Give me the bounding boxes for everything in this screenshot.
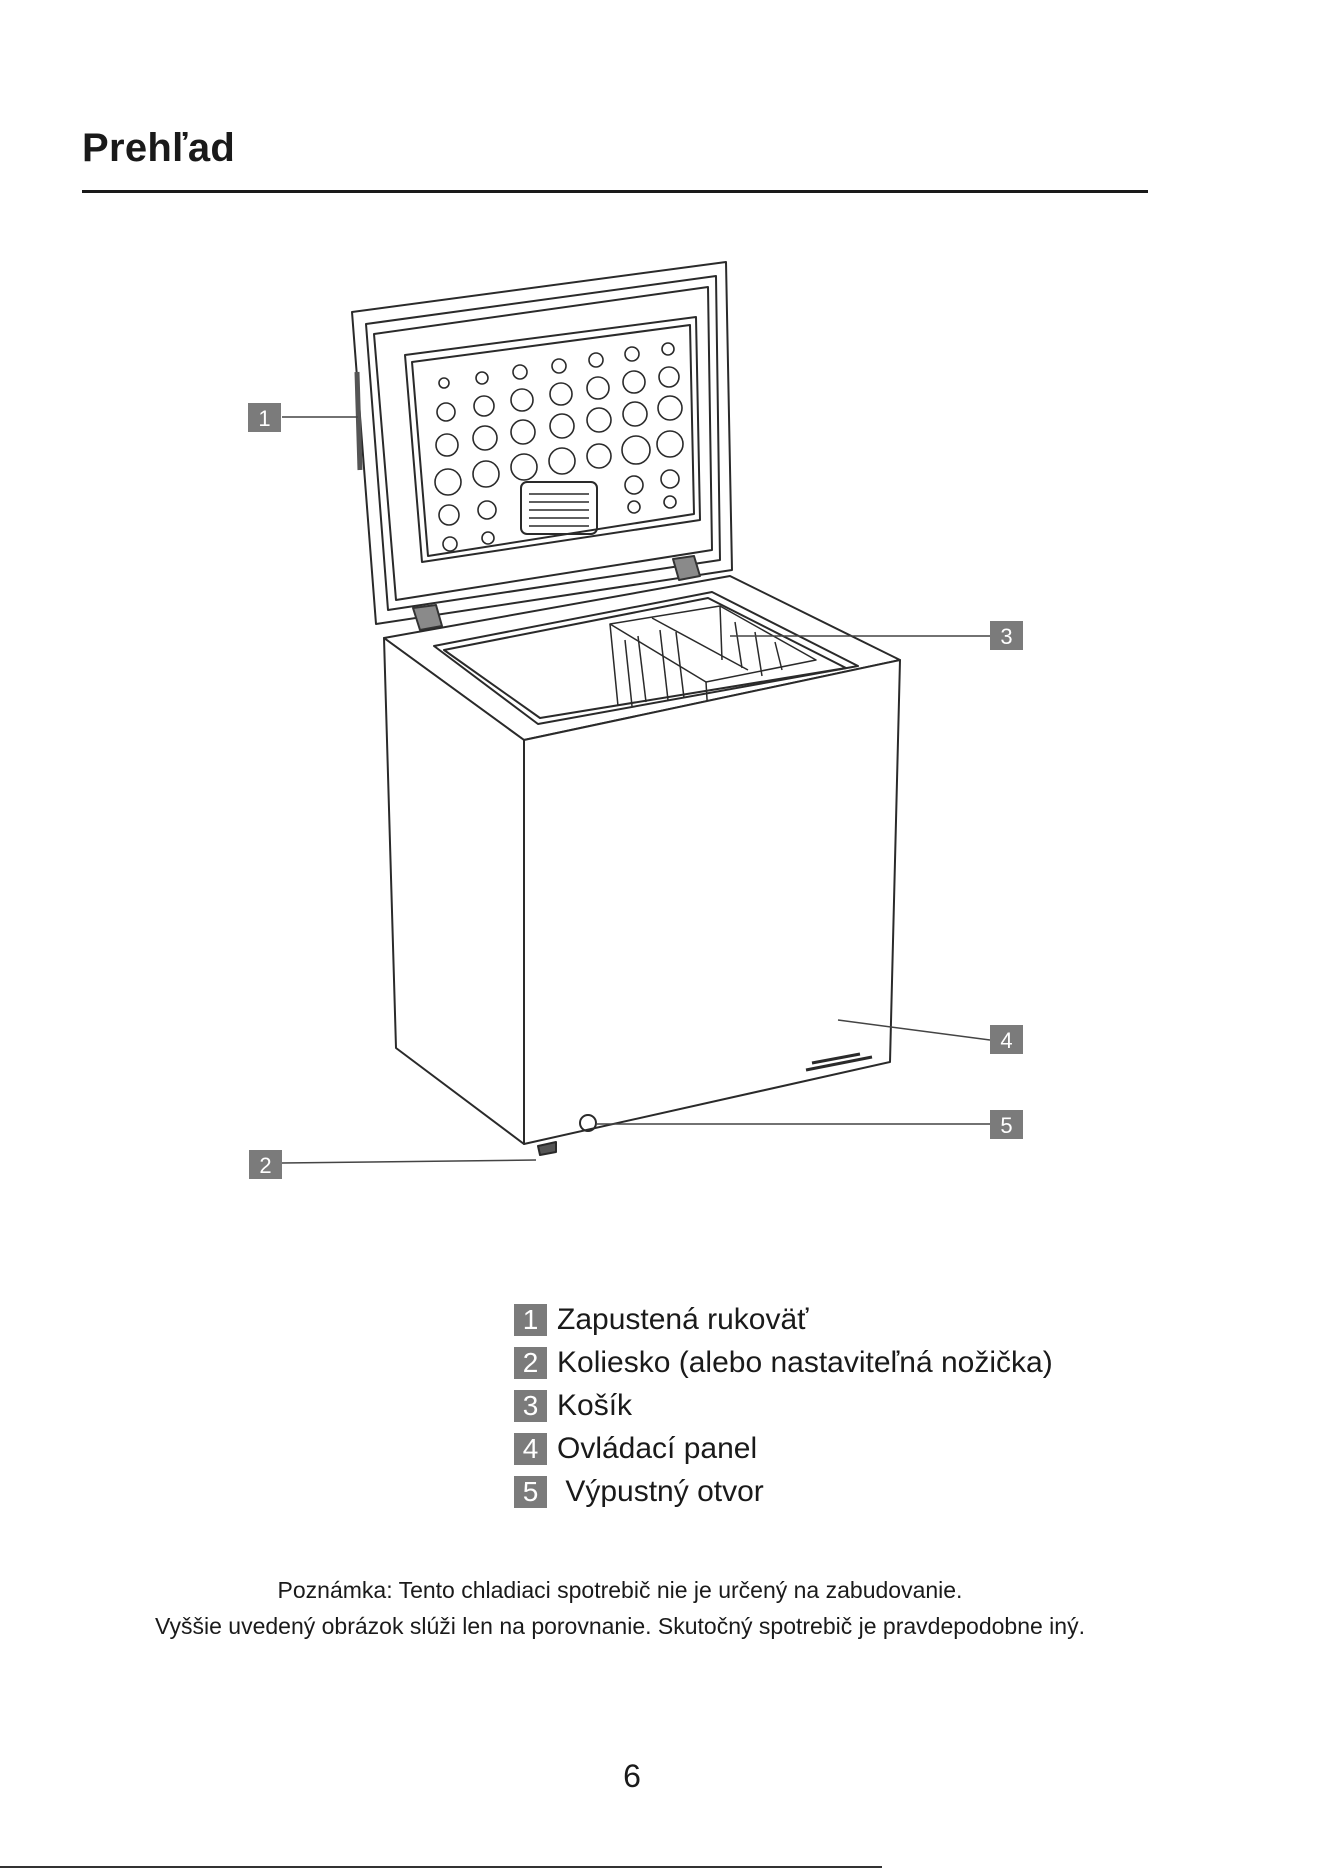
title-divider (82, 190, 1148, 193)
callout-number-3: 3 (1000, 624, 1013, 649)
legend-item (514, 1298, 1053, 1341)
footer-divider (0, 1866, 882, 1868)
caster (538, 1142, 556, 1155)
callout-box-3 (990, 621, 1023, 650)
legend-label: Košík (557, 1388, 633, 1422)
page-number: 6 (623, 1758, 641, 1794)
legend-item (514, 1427, 1053, 1470)
legend-number: 2 (514, 1347, 547, 1379)
freezer-cabinet (384, 638, 900, 1155)
recessed-handle (357, 372, 360, 470)
legend-number: 1 (514, 1304, 547, 1336)
legend-label: Ovládací panel (557, 1431, 758, 1465)
chest-freezer-diagram (0, 240, 1324, 1200)
callout-number-1: 1 (258, 406, 271, 431)
callout-number-4: 4 (1000, 1028, 1013, 1053)
legend-number: 5 (514, 1476, 547, 1508)
callout-box-5 (990, 1110, 1023, 1139)
legend-label: Zapustená rukoväť (557, 1302, 809, 1336)
note-line-2: Vyššie uvedený obrázok slúži len na porovnanie. Skutočný spotrebič je pravdepodobne iný. (155, 1613, 1085, 1639)
legend-item (514, 1470, 1053, 1513)
page-title: Prehľad (82, 126, 236, 170)
callout-number-5: 5 (1000, 1113, 1013, 1138)
note (0, 1572, 1240, 1644)
callout-box-2 (249, 1150, 282, 1179)
legend-label: Výpustný otvor (557, 1474, 764, 1508)
legend-item (514, 1384, 1053, 1427)
legend-number: 4 (514, 1433, 547, 1465)
legend-number: 3 (514, 1390, 547, 1422)
legend-item (514, 1341, 1053, 1384)
callout-box-4 (990, 1025, 1023, 1054)
freezer-lid (352, 262, 732, 630)
parts-legend (514, 1298, 1053, 1513)
callout-box-1 (248, 403, 281, 432)
note-line-1: Poznámka: Tento chladiaci spotrebič nie je určený na zabudovanie. (277, 1577, 963, 1603)
legend-label: Koliesko (alebo nastaviteľná nožička) (557, 1345, 1053, 1379)
leader-2 (282, 1160, 536, 1163)
callout-number-2: 2 (259, 1153, 272, 1178)
